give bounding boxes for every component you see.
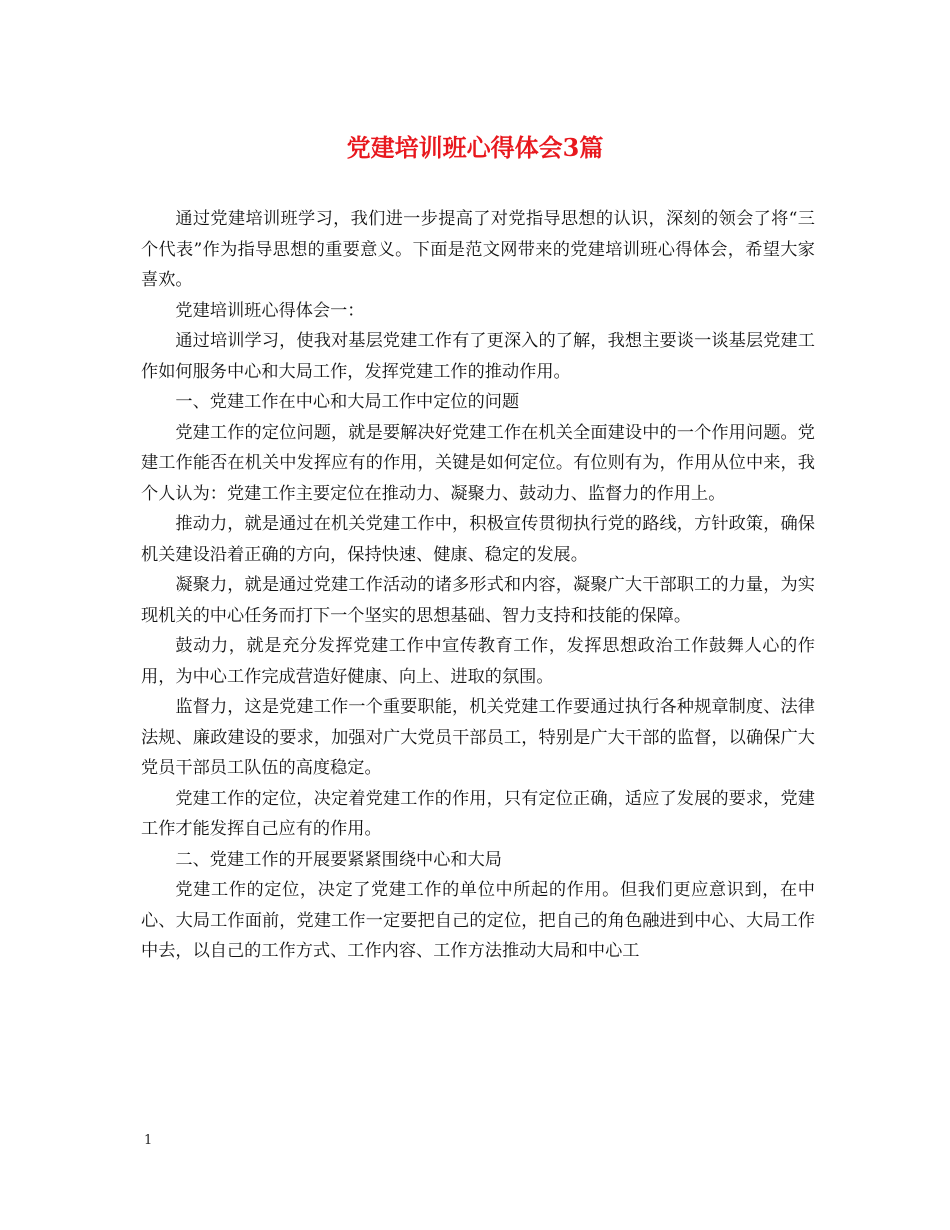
document-body <box>141 204 815 967</box>
paragraph-intro: 通过党建培训班学习，我们进一步提高了对党指导思想的认识，深刻的领会了将“三个代表”作为指导思想的重要意义。下面是范文网带来的党建培训班心得体会，希望大家喜欢。 <box>141 209 815 290</box>
document-title: 党建培训班心得体会3篇 <box>346 133 604 162</box>
paragraph: 凝聚力，就是通过党建工作活动的诸多形式和内容，凝聚广大干部职工的力量，为实现机关的中心任务而打下一个坚实的思想基础、智力支持和技能的保障。 <box>141 575 815 626</box>
paragraph-subheading: 二、党建工作的开展要紧紧围绕中心和大局 <box>175 849 502 870</box>
paragraph: 监督力，这是党建工作一个重要职能，机关党建工作要通过执行各种规章制度、法律法规、廉政建设的要求，加强对广大党员干部员工，特别是广大干部的监督，以确保广大党员干部员工队伍的高度稳定。 <box>141 697 815 778</box>
paragraph-section-heading: 党建培训班心得体会一： <box>175 300 365 321</box>
page-number: 1 <box>144 1133 153 1148</box>
paragraph: 鼓动力，就是充分发挥党建工作中宣传教育工作，发挥思想政治工作鼓舞人心的作用，为中心工作完成营造好健康、向上、进取的氛围。 <box>141 636 815 687</box>
paragraph: 推动力，就是通过在机关党建工作中，积极宣传贯彻执行党的路线，方针政策，确保机关建设沿着正确的方向，保持快速、健康、稳定的发展。 <box>141 514 815 565</box>
paragraph: 党建工作的定位，决定着党建工作的作用，只有定位正确，适应了发展的要求，党建工作才能发挥自己应有的作用。 <box>141 788 815 839</box>
paragraph: 党建工作的定位，决定了党建工作的单位中所起的作用。但我们更应意识到，在中心、大局工作面前，党建工作一定要把自己的定位，把自己的角色融进到中心、大局工作中去，以自己的工作方式、工作内容、工作方法推动大局和中心工 <box>141 880 815 961</box>
paragraph-subheading: 一、党建工作在中心和大局工作中定位的问题 <box>175 392 520 412</box>
paragraph: 通过培训学习，使我对基层党建工作有了更深入的了解，我想主要谈一谈基层党建工作如何服务中心和大局工作，发挥党建工作的推动作用。 <box>141 331 815 382</box>
paragraph: 党建工作的定位问题，就是要解决好党建工作在机关全面建设中的一个作用问题。党建工作能否在机关中发挥应有的作用，关键是如何定位。有位则有为，作用从位中来，我个人认为：党建工作主要定位在推动力、凝聚力、鼓动力、监督力的作用上。 <box>141 422 815 504</box>
